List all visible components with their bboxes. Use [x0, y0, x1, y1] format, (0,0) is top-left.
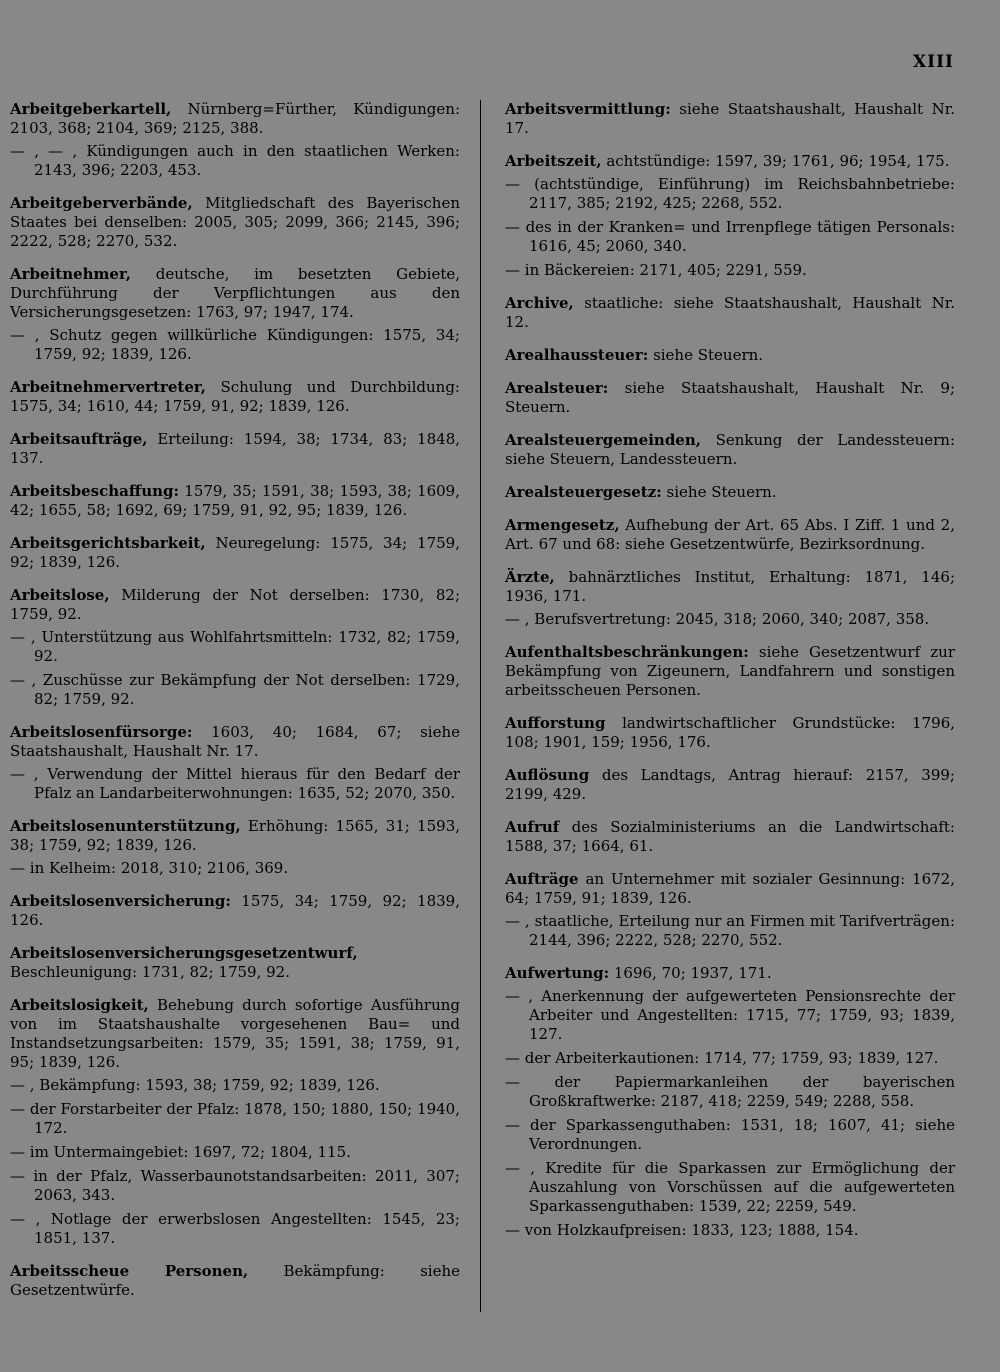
- entry-keyword: Arbeitslosenfürsorge:: [10, 723, 193, 741]
- entry-keyword: Ärzte,: [505, 568, 555, 586]
- index-subentry: — im Untermaingebiet: 1697, 72; 1804, 115.: [10, 1143, 351, 1161]
- entry-text: 1603, 40; 1684, 67; siehe Staatshaushalt, Haushalt Nr. 17.: [10, 723, 460, 760]
- index-entry: [505, 516, 955, 554]
- index-subentry: — , staatliche, Erteilung nur an Firmen mit Tarifverträgen: 2144, 396; 2222, 528; 2270, 552.: [505, 912, 955, 949]
- index-entry: [505, 152, 955, 280]
- entry-text: siehe Gesetzentwurf zur Bekämpfung von Zigeunern, Landfahrern und sonstigen arbeitsscheuen Personen.: [505, 643, 955, 699]
- index-entry: [505, 346, 955, 365]
- index-subentry: — in Kelheim: 2018, 310; 2106, 369.: [10, 859, 289, 877]
- entry-text: 1579, 35; 1591, 38; 1593, 38; 1609, 42; 1655, 58; 1692, 69; 1759, 91, 92, 95; 1839, 126.: [10, 482, 460, 519]
- entry-text: Erteilung: 1594, 38; 1734, 83; 1848, 137.: [10, 430, 460, 467]
- index-entry: [505, 870, 955, 950]
- index-subentry: — , — , Kündigungen auch in den staatlichen Werken: 2143, 396; 2203, 453.: [10, 142, 460, 179]
- index-entry: [505, 100, 955, 138]
- index-entry: [505, 483, 955, 502]
- entry-text: des Sozialministeriums an die Landwirtschaft: 1588, 37; 1664, 61.: [505, 818, 955, 855]
- entry-text: Milderung der Not derselben: 1730, 82; 1759, 92.: [10, 586, 460, 623]
- index-subentry: — von Holzkaufpreisen: 1833, 123; 1888, 154.: [505, 1221, 859, 1239]
- entry-keyword: Aufruf: [505, 818, 560, 836]
- entry-keyword: Armengesetz,: [505, 516, 620, 534]
- entry-keyword: Arbeitszeit,: [505, 152, 602, 170]
- entry-keyword: Arealhaussteuer:: [505, 346, 649, 364]
- entry-text: des Landtags, Antrag hierauf: 2157, 399; 2199, 429.: [505, 766, 955, 803]
- index-subentry: — , Anerkennung der aufgewerteten Pensionsrechte der Arbeiter und Angestellten: 1715, 77; 1759, 93; 1839, 127.: [505, 987, 955, 1043]
- entry-text: Mitgliedschaft des Bayerischen Staates bei denselben: 2005, 305; 2099, 366; 2145, 396; 2222, 528; 2270, 532.: [10, 194, 460, 250]
- index-entry: [505, 431, 955, 469]
- entry-text: Neuregelung: 1575, 34; 1759, 92; 1839, 126.: [10, 534, 460, 571]
- entry-text: Nürnberg=Fürther, Kündigungen: 2103, 368; 2104, 369; 2125, 388.: [10, 100, 460, 137]
- entry-keyword: Aufenthaltsbeschränkungen:: [505, 643, 749, 661]
- index-subentry: — , Kredite für die Sparkassen zur Ermöglichung der Auszahlung von Vorschüssen auf die aufgewerteten Sparkassenguthaben: 1539, 22; 2259, 549.: [505, 1159, 955, 1215]
- column-divider: [480, 100, 481, 1312]
- entry-text: siehe Staatshaushalt, Haushalt Nr. 9; Steuern.: [505, 379, 955, 416]
- page-number: XIII: [912, 52, 954, 72]
- index-subentry: — in Bäckereien: 2171, 405; 2291, 559.: [505, 261, 807, 279]
- entry-text: Beschleunigung: 1731, 82; 1759, 92.: [10, 963, 290, 981]
- index-subentry: — , Berufsvertretung: 2045, 318; 2060, 340; 2087, 358.: [505, 610, 930, 628]
- entry-keyword: Aufforstung: [505, 714, 606, 732]
- index-subentry: — der Forstarbeiter der Pfalz: 1878, 150; 1880, 150; 1940, 172.: [10, 1100, 460, 1137]
- index-subentry: — in der Pfalz, Wasserbaunotstandsarbeiten: 2011, 307; 2063, 343.: [10, 1167, 460, 1204]
- entry-text: deutsche, im besetzten Gebiete, Durchführung der Verpflichtungen aus den Versicherungsgesetzen: 1763, 97; 1947, 174.: [10, 265, 460, 321]
- index-entry: [10, 723, 460, 803]
- entry-keyword: Arbeitslosenversicherung:: [10, 892, 231, 910]
- index-entry: [10, 1262, 460, 1300]
- index-entry: [505, 294, 955, 332]
- index-subentry: — der Arbeiterkautionen: 1714, 77; 1759, 93; 1839, 127.: [505, 1049, 939, 1067]
- index-subentry: — , Unterstützung aus Wohlfahrtsmitteln: 1732, 82; 1759, 92.: [10, 628, 460, 665]
- index-entry: [505, 964, 955, 1240]
- index-entry: [10, 534, 460, 572]
- entry-text: Schulung und Durchbildung: 1575, 34; 1610, 44; 1759, 91, 92; 1839, 126.: [10, 378, 460, 415]
- entry-keyword: Arealsteuergemeinden,: [505, 431, 701, 449]
- index-entry: [10, 944, 460, 982]
- entry-text: Behebung durch sofortige Ausführung von im Staatshaushalte vorgesehenen Bau= und Instandsetzungsarbeiten: 1579, 35; 1591, 38; 1759, 91, 95; 1839, 126.: [10, 996, 460, 1071]
- entry-keyword: Aufträge: [505, 870, 579, 888]
- index-entry: [505, 818, 955, 856]
- index-subentry: — des in der Kranken= und Irrenpflege tätigen Personals: 1616, 45; 2060, 340.: [505, 218, 955, 255]
- entry-text: siehe Steuern.: [661, 483, 777, 501]
- index-subentry: — , Zuschüsse zur Bekämpfung der Not derselben: 1729, 82; 1759, 92.: [10, 671, 460, 708]
- index-entry: [10, 996, 460, 1248]
- entry-keyword: Archive,: [505, 294, 574, 312]
- entry-text: landwirtschaftlicher Grundstücke: 1796, 108; 1901, 159; 1956, 176.: [505, 714, 955, 751]
- index-entry: [10, 586, 460, 709]
- left-column: [10, 100, 460, 1314]
- index-entry: [10, 100, 460, 180]
- entry-text: siehe Steuern.: [648, 346, 764, 364]
- entry-text: siehe Staatshaushalt, Haushalt Nr. 17.: [505, 100, 955, 137]
- index-subentry: — der Papiermarkanleihen der bayerischen Großkraftwerke: 2187, 418; 2259, 549; 2288, 558.: [505, 1073, 955, 1110]
- index-entry: [505, 379, 955, 417]
- entry-keyword: Arbeitsbeschaffung:: [10, 482, 180, 500]
- index-subentry: — (achtstündige, Einführung) im Reichsbahnbetriebe: 2117, 385; 2192, 425; 2268, 552.: [505, 175, 955, 212]
- entry-text: Aufhebung der Art. 65 Abs. I Ziff. 1 und 2, Art. 67 und 68: siehe Gesetzentwürfe, Bezirksordnung.: [505, 516, 955, 553]
- entry-text: an Unternehmer mit sozialer Gesinnung: 1672, 64; 1759, 91; 1839, 126.: [505, 870, 955, 907]
- index-subentry: — der Sparkassenguthaben: 1531, 18; 1607, 41; siehe Verordnungen.: [505, 1116, 955, 1153]
- entry-text: Erhöhung: 1565, 31; 1593, 38; 1759, 92; 1839, 126.: [10, 817, 460, 854]
- index-subentry: — , Notlage der erwerbslosen Angestellten: 1545, 23; 1851, 137.: [10, 1210, 460, 1247]
- index-entry: [10, 194, 460, 251]
- entry-text: Bekämpfung: siehe Gesetzentwürfe.: [10, 1262, 460, 1299]
- entry-text: achtstündige: 1597, 39; 1761, 96; 1954, 175.: [601, 152, 950, 170]
- entry-keyword: Arbeitnehmervertreter,: [10, 378, 206, 396]
- entry-keyword: Arealsteuergesetz:: [505, 483, 662, 501]
- index-entry: [10, 892, 460, 930]
- index-entry: [10, 265, 460, 364]
- index-subentry: — , Schutz gegen willkürliche Kündigungen: 1575, 34; 1759, 92; 1839, 126.: [10, 326, 460, 363]
- index-entry: [505, 568, 955, 629]
- index-subentry: — , Verwendung der Mittel hieraus für den Bedarf der Pfalz an Landarbeiterwohnungen: 1635, 52; 2070, 350.: [10, 765, 460, 802]
- index-entry: [505, 643, 955, 700]
- entry-text: Senkung der Landessteuern: siehe Steuern, Landessteuern.: [505, 431, 955, 468]
- index-entry: [10, 817, 460, 878]
- entry-keyword: Arbeitsscheue Personen,: [10, 1262, 249, 1280]
- entry-text: 1696, 70; 1937, 171.: [609, 964, 772, 982]
- entry-keyword: Arealsteuer:: [505, 379, 609, 397]
- entry-text: bahnärztliches Institut, Erhaltung: 1871, 146; 1936, 171.: [505, 568, 955, 605]
- entry-keyword: Auflösung: [505, 766, 590, 784]
- entry-keyword: Aufwertung:: [505, 964, 610, 982]
- index-entry: [505, 714, 955, 752]
- entry-keyword: Arbeitgeberverbände,: [10, 194, 193, 212]
- entry-keyword: Arbeitsaufträge,: [10, 430, 148, 448]
- index-subentry: — , Bekämpfung: 1593, 38; 1759, 92; 1839, 126.: [10, 1076, 380, 1094]
- index-entry: [10, 378, 460, 416]
- entry-text: staatliche: siehe Staatshaushalt, Haushalt Nr. 12.: [505, 294, 955, 331]
- index-entry: [10, 430, 460, 468]
- entry-keyword: Arbeitslose,: [10, 586, 110, 604]
- index-entry: [505, 766, 955, 804]
- entry-text: 1575, 34; 1759, 92; 1839, 126.: [10, 892, 460, 929]
- index-entry: [10, 482, 460, 520]
- right-column: [505, 100, 955, 1254]
- entry-keyword: Arbeitsvermittlung:: [505, 100, 671, 118]
- entry-keyword: Arbeitgeberkartell,: [10, 100, 172, 118]
- entry-keyword: Arbeitslosenversicherungsgesetzentwurf,: [10, 944, 358, 962]
- entry-keyword: Arbeitnehmer,: [10, 265, 132, 283]
- entry-keyword: Arbeitsgerichtsbarkeit,: [10, 534, 206, 552]
- entry-keyword: Arbeitslosenunterstützung,: [10, 817, 241, 835]
- entry-keyword: Arbeitslosigkeit,: [10, 996, 149, 1014]
